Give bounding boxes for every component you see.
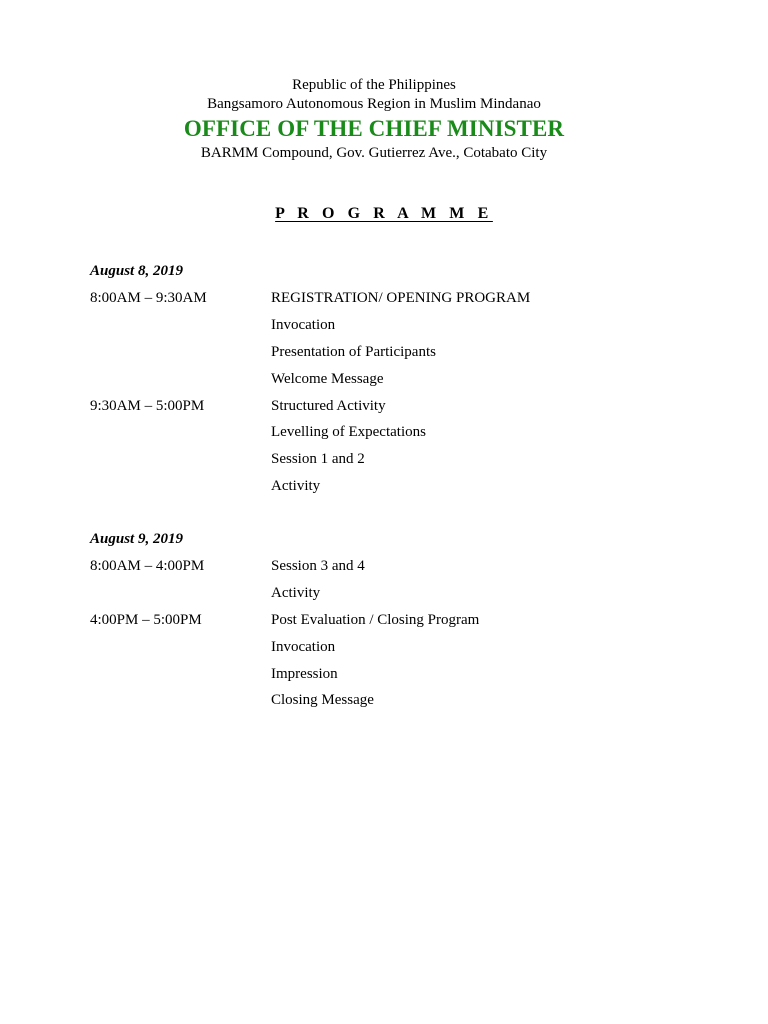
agenda-item: Activity	[271, 584, 321, 601]
agenda-item: Levelling of Expectations	[271, 424, 426, 441]
schedule-row	[90, 691, 690, 718]
schedule-row	[90, 423, 690, 450]
letterhead	[0, 76, 748, 163]
agenda-item: Activity	[271, 478, 321, 495]
time-slot: 9:30AM – 5:00PM	[90, 397, 205, 414]
agenda-item: REGISTRATION/ OPENING PROGRAM	[271, 290, 531, 306]
programme-title: P R O G R A M M E	[275, 205, 493, 222]
time-slot	[90, 343, 271, 370]
schedule-row	[90, 665, 690, 692]
schedule-row	[90, 611, 690, 638]
schedule-row	[90, 316, 690, 343]
day-section-2	[90, 530, 690, 718]
schedule-row	[90, 638, 690, 665]
schedule-row	[90, 397, 690, 424]
agenda-item: Impression	[271, 665, 338, 682]
office-title: OFFICE OF THE CHIEF MINISTER	[183, 116, 565, 141]
day-date: August 8, 2019	[90, 263, 183, 279]
time-slot	[90, 423, 271, 450]
time-slot	[90, 450, 271, 477]
schedule-row	[90, 477, 690, 504]
time-slot: 4:00PM – 5:00PM	[90, 611, 202, 628]
time-slot	[90, 370, 271, 397]
day-section-1	[90, 262, 690, 504]
address-line: BARMM Compound, Gov. Gutierrez Ave., Cotabato City	[200, 145, 548, 161]
time-slot	[90, 691, 271, 718]
country-line: Republic of the Philippines	[292, 77, 456, 93]
agenda-item: Welcome Message	[271, 370, 384, 387]
schedule-row	[90, 557, 690, 584]
day-date: August 9, 2019	[90, 531, 183, 547]
agenda-item: Invocation	[271, 316, 336, 333]
agenda-item: Closing Message	[271, 692, 374, 709]
time-slot	[90, 316, 271, 343]
agenda-item: Structured Activity	[271, 397, 386, 414]
schedule-row	[90, 584, 690, 611]
region-line: Bangsamoro Autonomous Region in Muslim Mindanao	[207, 96, 541, 112]
time-slot	[90, 665, 271, 692]
agenda-item: Post Evaluation / Closing Program	[271, 611, 480, 628]
schedule-row	[90, 289, 690, 316]
schedule-row	[90, 343, 690, 370]
agenda-item: Session 1 and 2	[271, 451, 365, 468]
agenda-item: Session 3 and 4	[271, 558, 365, 574]
schedule-row	[90, 450, 690, 477]
schedule-row	[90, 370, 690, 397]
time-slot: 8:00AM – 4:00PM	[90, 558, 205, 574]
agenda-item: Invocation	[271, 638, 336, 655]
time-slot	[90, 584, 271, 611]
time-slot: 8:00AM – 9:30AM	[90, 290, 207, 306]
time-slot	[90, 638, 271, 665]
agenda-item: Presentation of Participants	[271, 343, 436, 360]
time-slot	[90, 477, 271, 504]
